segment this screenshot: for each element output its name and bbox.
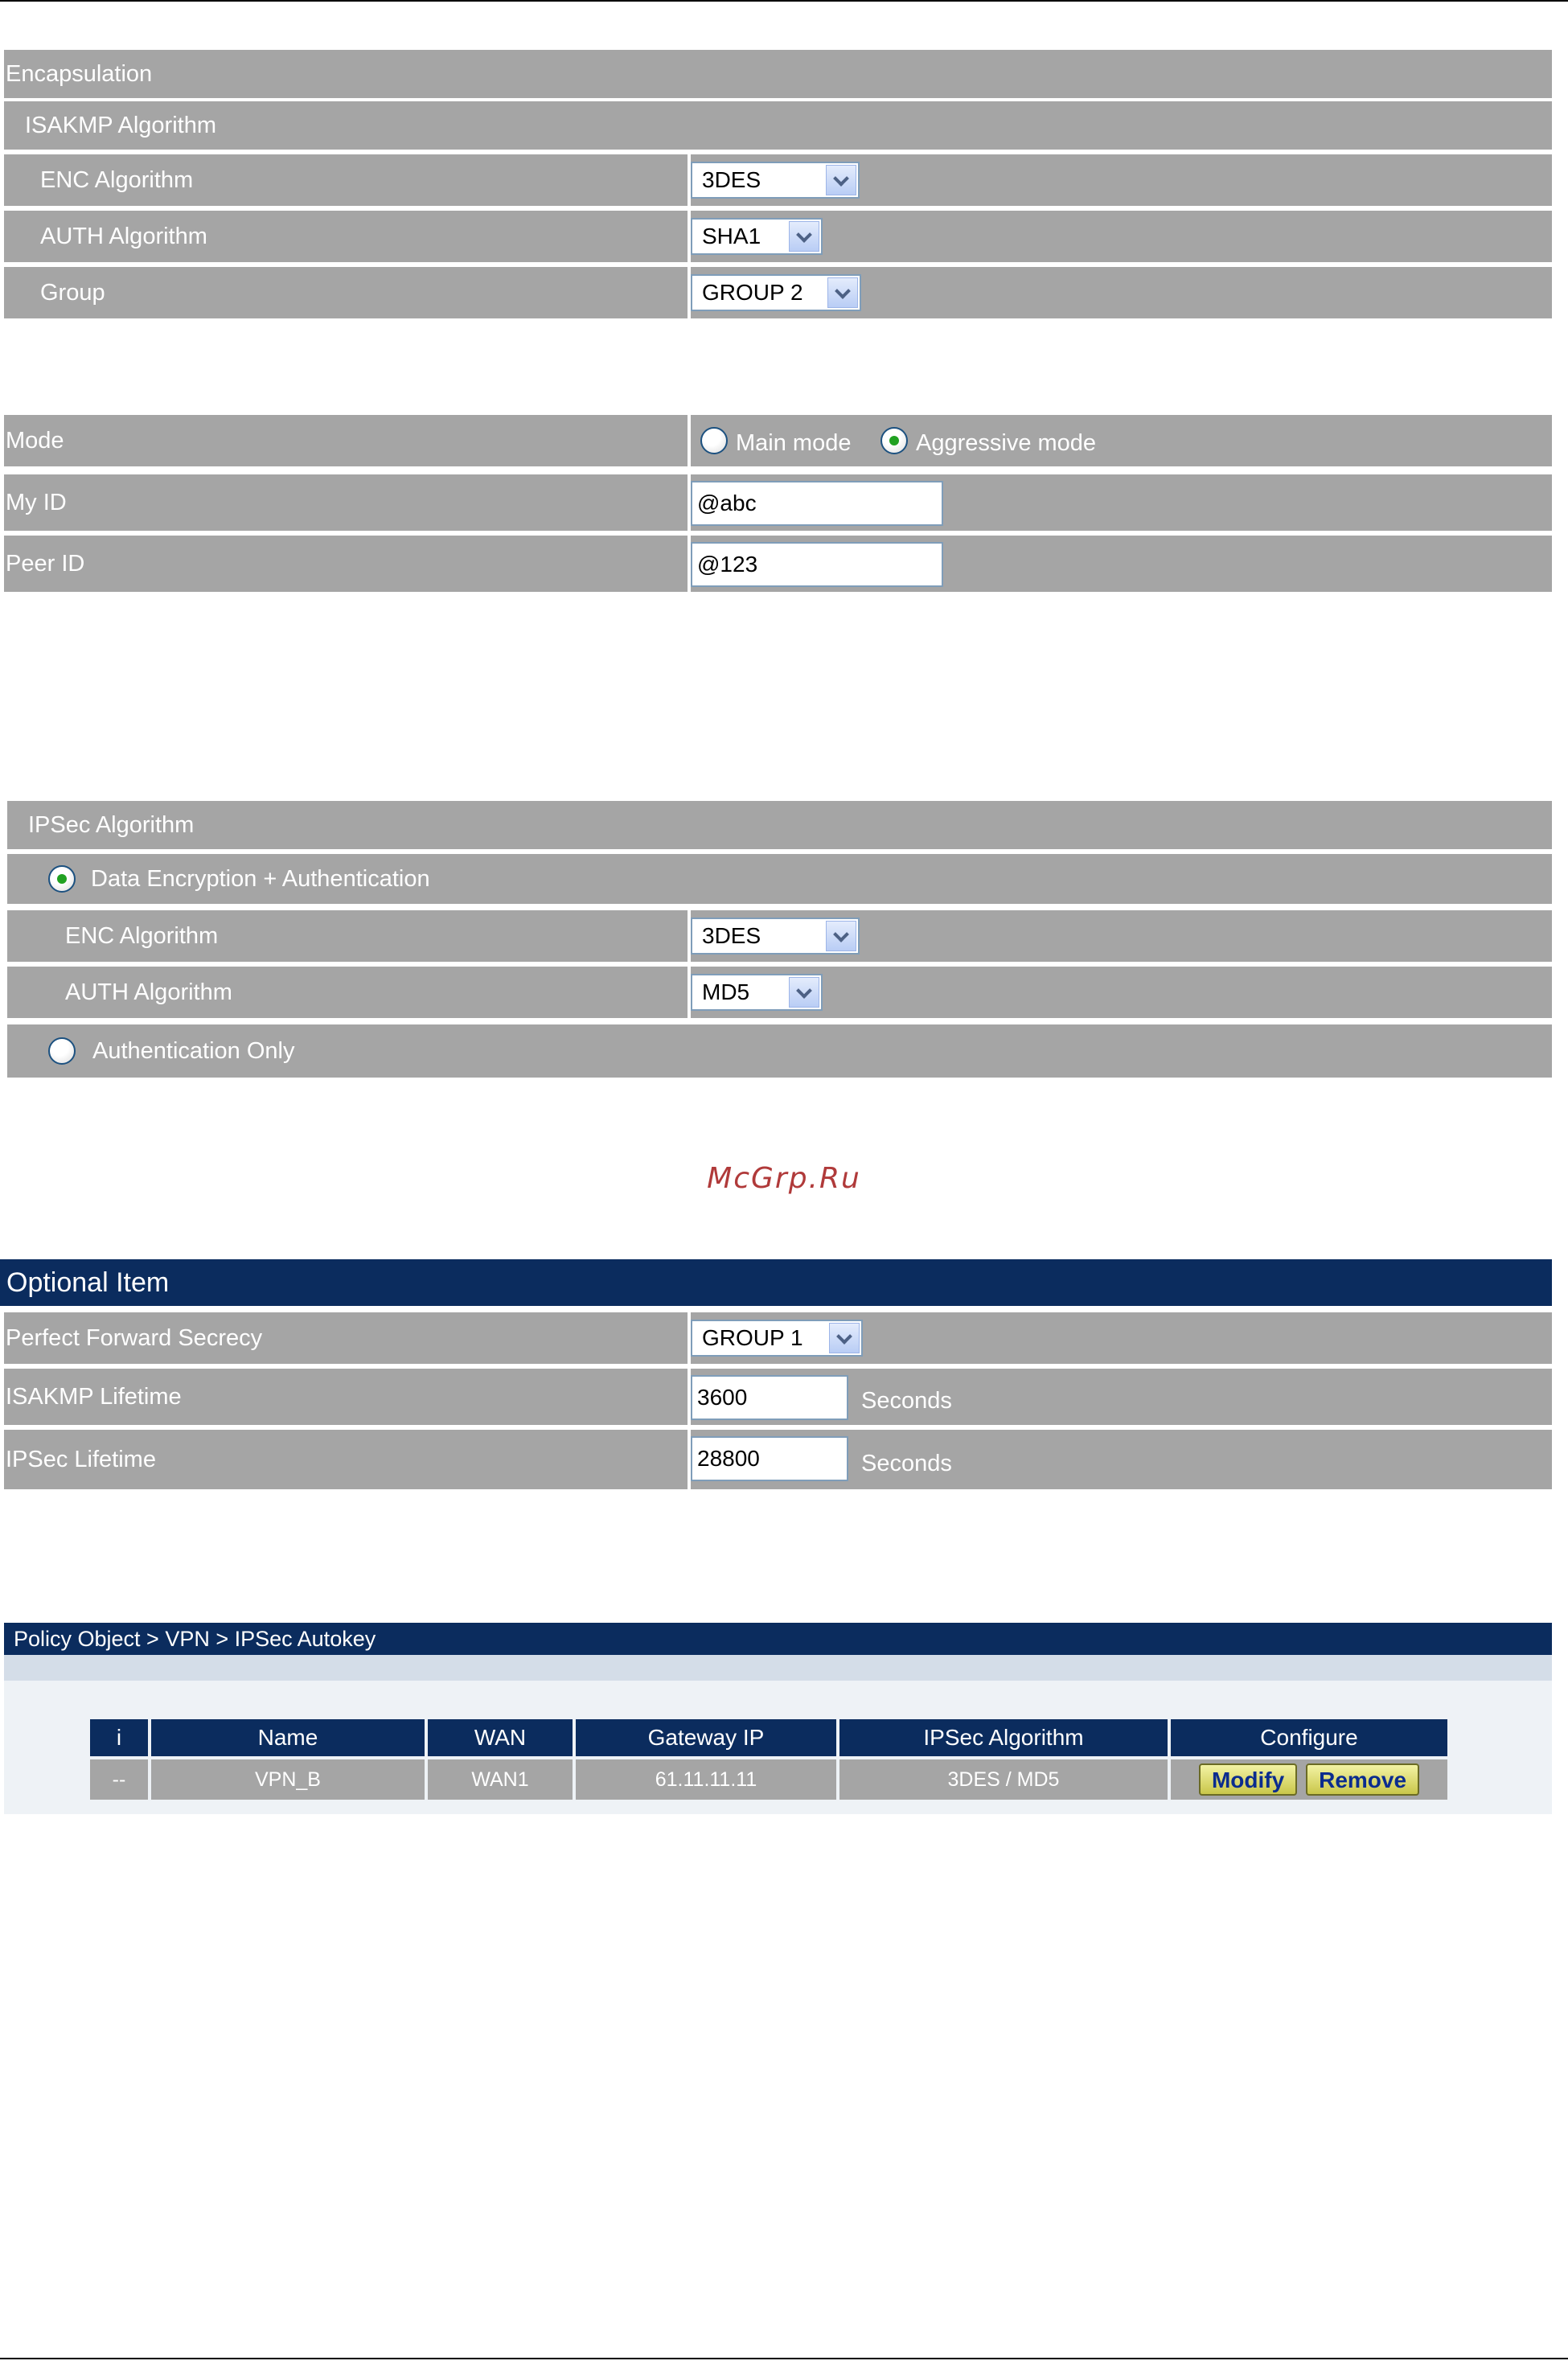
pfs-select[interactable] (691, 1320, 863, 1357)
ipsec-enc-row (7, 910, 1552, 962)
isakmp-lifetime-label: ISAKMP Lifetime (6, 1384, 182, 1410)
row-configure (1171, 1759, 1447, 1800)
pfs-value: GROUP 1 (702, 1325, 803, 1350)
my-id-row (4, 474, 1552, 531)
isakmp-algorithm-title: ISAKMP Algorithm (25, 113, 217, 138)
column-header-wan: WAN (428, 1719, 573, 1756)
aggressive-mode-label: Aggressive mode (916, 430, 1097, 456)
row-name: VPN_B (151, 1759, 425, 1800)
ipsec-lifetime-label: IPSec Lifetime (6, 1447, 156, 1472)
isakmp-lifetime-row (4, 1369, 1552, 1425)
encapsulation-header (4, 50, 1552, 98)
ipsec-algorithm-header (7, 801, 1552, 849)
optional-item-title: Optional Item (6, 1267, 170, 1298)
modify-button[interactable]: Modify (1199, 1763, 1297, 1796)
watermark-text: McGrp.Ru (707, 1162, 861, 1195)
chevron-down-icon[interactable] (827, 277, 858, 308)
table-header-row (90, 1719, 1447, 1756)
breadcrumb-underbar (4, 1655, 1552, 1681)
chevron-down-icon[interactable] (826, 165, 856, 195)
column-header-gateway-ip: Gateway IP (576, 1719, 836, 1756)
breadcrumb-text: Policy Object > VPN > IPSec Autokey (14, 1627, 376, 1651)
isakmp-auth-cell (688, 211, 1552, 262)
isakmp-enc-value: 3DES (702, 167, 761, 192)
isakmp-group-row (4, 267, 1552, 318)
enc-auth-option-row (7, 854, 1552, 904)
ipsec-lifetime-cell (688, 1430, 1552, 1489)
isakmp-group-cell (688, 267, 1552, 318)
isakmp-enc-label: ENC Algorithm (40, 167, 194, 193)
row-index: -- (90, 1759, 148, 1800)
isakmp-enc-cell (688, 154, 1552, 206)
table-row (90, 1759, 1447, 1800)
mode-row (4, 415, 1552, 466)
enc-auth-radio[interactable] (48, 865, 76, 893)
ipsec-enc-label: ENC Algorithm (65, 923, 219, 949)
isakmp-algorithm-header (4, 101, 1552, 150)
chevron-down-icon[interactable] (789, 977, 819, 1008)
row-gateway-ip: 61.11.11.11 (576, 1759, 836, 1800)
column-header-i: i (90, 1719, 148, 1756)
pfs-row (4, 1312, 1552, 1364)
pfs-label: Perfect Forward Secrecy (6, 1325, 263, 1351)
peer-id-label: Peer ID (6, 551, 85, 577)
ipsec-algorithm-title: IPSec Algorithm (28, 812, 195, 838)
isakmp-auth-label: AUTH Algorithm (40, 224, 207, 249)
ipsec-lifetime-input[interactable]: 28800 (691, 1436, 848, 1481)
pfs-cell (688, 1312, 1552, 1364)
column-header-ipsec-algorithm: IPSec Algorithm (839, 1719, 1168, 1756)
chevron-down-icon[interactable] (826, 921, 856, 951)
isakmp-lifetime-input[interactable]: 3600 (691, 1375, 848, 1420)
my-id-input[interactable]: @abc (691, 481, 943, 526)
peer-id-row (4, 536, 1552, 592)
ipsec-enc-value: 3DES (702, 923, 761, 948)
isakmp-lifetime-cell (688, 1369, 1552, 1425)
isakmp-auth-value: SHA1 (702, 224, 761, 248)
ipsec-enc-select[interactable] (691, 918, 860, 955)
column-header-name: Name (151, 1719, 425, 1756)
ipsec-auth-value: MD5 (702, 979, 750, 1004)
ipsec-lifetime-unit: Seconds (861, 1451, 952, 1476)
enc-auth-label: Data Encryption + Authentication (91, 866, 430, 892)
isakmp-lifetime-unit: Seconds (861, 1388, 952, 1414)
my-id-label: My ID (6, 490, 67, 515)
ipsec-lifetime-row (4, 1430, 1552, 1489)
isakmp-group-label: Group (40, 280, 105, 306)
ipsec-auth-cell (688, 967, 1552, 1018)
auth-only-option-row (7, 1024, 1552, 1078)
ipsec-enc-cell (688, 910, 1552, 962)
peer-id-cell (688, 536, 1552, 592)
ipsec-auth-select[interactable] (691, 974, 823, 1011)
breadcrumb (4, 1623, 1552, 1655)
encapsulation-title: Encapsulation (6, 61, 153, 87)
auth-only-radio[interactable] (48, 1037, 76, 1065)
bottom-rule (0, 2358, 1568, 2359)
auth-only-label: Authentication Only (92, 1038, 295, 1064)
aggressive-mode-radio[interactable] (880, 427, 908, 454)
mode-label: Mode (6, 428, 64, 454)
chevron-down-icon[interactable] (789, 221, 819, 252)
isakmp-auth-select[interactable] (691, 218, 823, 255)
ipsec-auth-label: AUTH Algorithm (65, 979, 232, 1005)
optional-item-header (0, 1259, 1552, 1306)
mode-cell (688, 415, 1552, 466)
row-ipsec-algorithm: 3DES / MD5 (839, 1759, 1168, 1800)
ipsec-autokey-table (87, 1716, 1451, 1803)
isakmp-enc-select[interactable] (691, 162, 860, 199)
isakmp-auth-row (4, 211, 1552, 262)
main-mode-radio[interactable] (700, 427, 728, 454)
isakmp-group-value: GROUP 2 (702, 280, 803, 305)
isakmp-enc-row (4, 154, 1552, 206)
peer-id-input[interactable]: @123 (691, 542, 943, 587)
isakmp-group-select[interactable] (691, 274, 861, 311)
top-rule (0, 0, 1568, 2)
column-header-configure: Configure (1171, 1719, 1447, 1756)
main-mode-label: Main mode (736, 430, 852, 456)
ipsec-auth-row (7, 967, 1552, 1018)
my-id-cell (688, 474, 1552, 531)
chevron-down-icon[interactable] (829, 1323, 860, 1353)
remove-button[interactable]: Remove (1306, 1763, 1419, 1796)
row-wan: WAN1 (428, 1759, 573, 1800)
